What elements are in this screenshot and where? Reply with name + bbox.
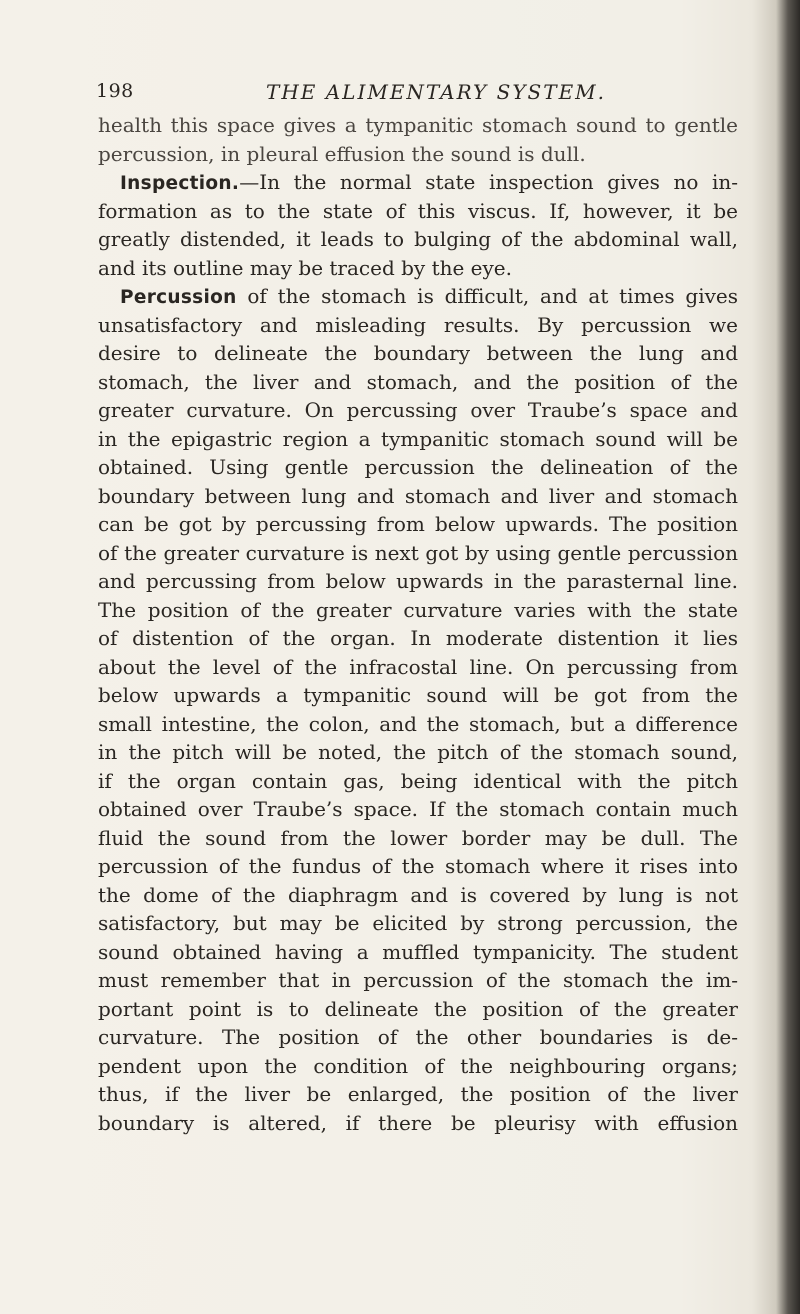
text-line: can be got by percussing from below upwards. The position [98,512,738,536]
text-line: boundary between lung and stomach and liver and stomach [98,483,738,508]
text-line: greater curvature. On percussing over Traube’s space and [98,398,738,422]
text-line: The position of the greater curvature varies with the state [98,597,738,622]
text-line: pendent upon the condition of the neighbouring organs; [98,1053,738,1078]
text-line: and percussing from below upwards in the parasternal line. [98,569,738,593]
text-line: unsatisfactory and misleading results. By percussion we [98,312,738,337]
text-line: fluid the sound from the lower border may be dull. The [98,825,738,850]
text-line: stomach, the liver and stomach, and the position of the [98,369,738,394]
text-line: of the greater curvature is next got by using gentle percussion [98,540,738,565]
text-line: below upwards a tympanitic sound will be got from the [98,683,738,707]
running-head: THE ALIMENTARY SYSTEM. [265,80,606,104]
text-line: must remember that in percussion of the stomach the im- [98,968,738,992]
text-line: the dome of the diaphragm and is covered by lung is not [98,882,738,907]
text-line: formation as to the state of this viscus. If, however, it be [98,198,738,223]
text-line: sound obtained having a muffled tympanicity. The student [98,939,738,964]
text-line: and its outline may be traced by the eye. [98,255,513,280]
text-line: percussion, in pleural effusion the sound is dull. [98,141,586,166]
text-line: thus, if the liver be enlarged, the position of the liver [98,1082,738,1106]
text-line: portant point is to delineate the position of the greater [98,996,738,1021]
page-header [96,80,736,110]
text-line: curvature. The position of the other boundaries is de- [98,1025,738,1049]
text-line: Inspection.—In the normal state inspection gives no in- [120,170,738,194]
text-line: boundary is altered, if there be pleurisy with effusion [98,1110,738,1135]
text-line: satisfactory, but may be elicited by strong percussion, the [98,911,738,935]
text-line: obtained over Traube’s space. If the stomach contain much [98,797,738,821]
text-line: desire to delineate the boundary between the lung and [98,341,738,365]
text-line: Percussion of the stomach is difficult, and at times gives [120,284,738,308]
text-line: small intestine, the colon, and the stomach, but a difference [98,711,738,736]
text-line: percussion of the fundus of the stomach where it rises into [98,854,738,878]
text-line: in the pitch will be noted, the pitch of the stomach sound, [98,740,738,764]
section-heading-inspection: Inspection. [120,173,240,194]
body-text [98,111,738,1137]
text-line: about the level of the infracostal line. On percussing from [98,654,738,679]
text-line: in the epigastric region a tympanitic stomach sound will be [98,426,738,451]
text-line: of distention of the organ. In moderate distention it lies [98,626,738,650]
text-line: greatly distended, it leads to bulging of the abdominal wall, [98,227,738,251]
text-line: obtained. Using gentle percussion the delineation of the [98,455,738,479]
text-line: if the organ contain gas, being identical with the pitch [98,768,738,793]
page-number: 198 [96,80,134,102]
section-heading-percussion: Percussion [120,287,237,308]
text-line: health this space gives a tympanitic stomach sound to gentle [98,113,738,137]
